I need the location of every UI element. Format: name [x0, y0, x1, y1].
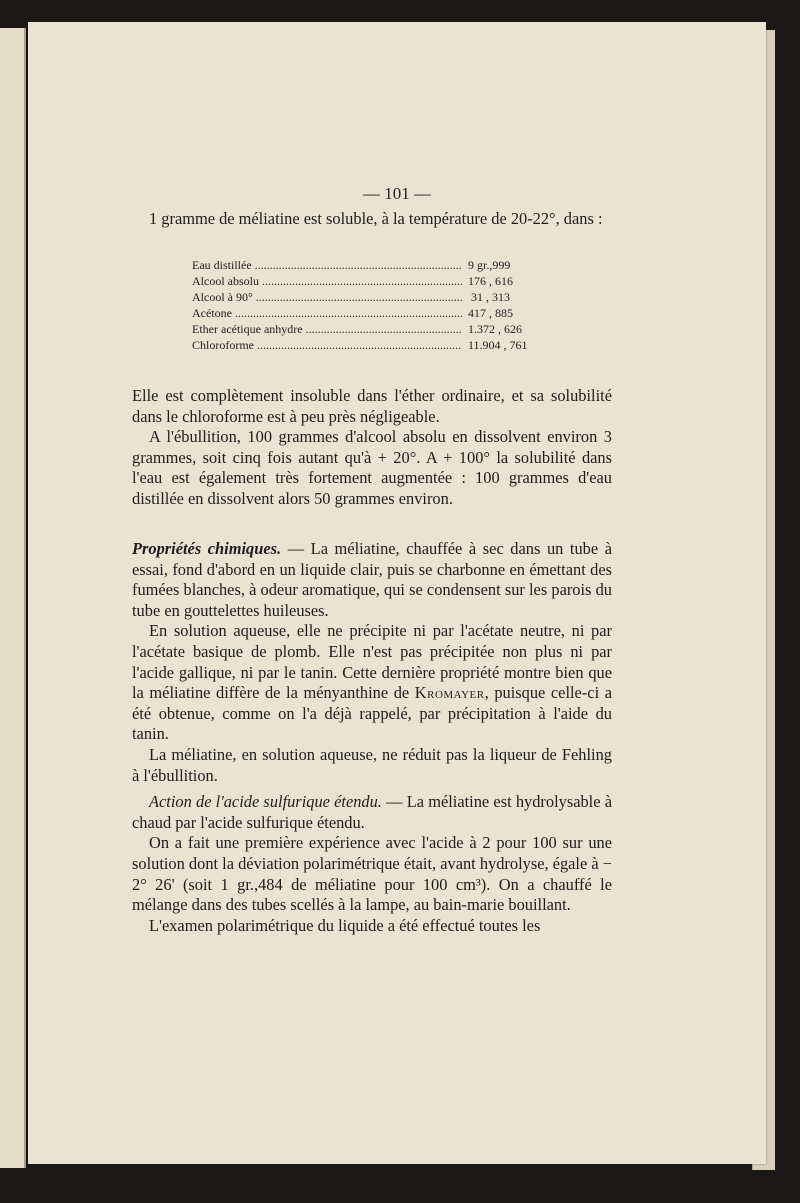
solubility-notes: [132, 386, 612, 510]
table-row: [192, 274, 562, 290]
solvent-name: Acétone .....: [192, 306, 462, 322]
table-row: [192, 306, 562, 322]
paragraph-text: — La méliatine, chauffée à sec dans un tube à essai, fond d'abord en un liquide clair, puis se charbonne en émettant des fumées blanches, à odeur aromatique, qui se condensent sur les parois du tube en gouttelettes huileuses.: [132, 539, 613, 620]
author-name: Kromayer: [414, 683, 485, 703]
chemical-properties-section: [132, 539, 612, 936]
solubility-value: 31 , 313: [468, 289, 510, 304]
paragraph-text: En solution aqueuse, elle ne précipite ni par l'acétate neutre, ni par l'acétate basique de plomb. Elle n'est pas précipitée non plus ni par l'acide gallique, ni par le tanin. Cette dernière propriété montre bien que la méliatine diffère de la ményanthine de: [132, 621, 612, 703]
paragraph: La méliatine, en solution aqueuse, ne réduit pas la liqueur de Fehling à l'ébullition.: [132, 744, 612, 785]
solvent-name: Alcool absolu .....: [192, 274, 462, 290]
paragraph: Elle est complètement insoluble dans l'éther ordinaire, et sa solubilité dans le chloroforme est à peu près négligeable.: [132, 386, 612, 426]
solvent-name: Chloroforme .....: [192, 338, 462, 354]
paragraph: [132, 792, 612, 833]
intro-paragraph: 1 gramme de méliatine est soluble, à la température de 20-22°, dans :: [149, 209, 603, 228]
facing-page-edge: [0, 28, 26, 1168]
table-row: [192, 322, 562, 338]
section-heading: Action de l'acide sulfurique étendu.: [149, 792, 382, 812]
paragraph: On a fait une première expérience avec l'acide à 2 pour 100 sur une solution dont la déviation polarimétrique était, avant hydrolyse, égale à − 2° 26' (soit 1 gr.,484 de méliatine pour 100 cm³). On a chauffé le mélange dans des tubes scellés à la lampe, au bain-marie bouillant.: [132, 833, 612, 915]
book-page: [28, 22, 766, 1164]
table-row: [192, 290, 562, 306]
paragraph-text: — La méliatine est hydrolysable à chaud par l'acide sulfurique étendu.: [132, 792, 612, 832]
solvent-name: Ether acétique anhydre .....: [192, 322, 462, 338]
paragraph: [132, 539, 612, 621]
solubility-value: 11.904 , 761: [468, 337, 528, 352]
paragraph-text: , puisque celle-ci a été obtenue, comme on l'a déjà rappelé, par précipitation à l'aide du tanin.: [132, 683, 612, 744]
paragraph: L'examen polarimétrique du liquide a été effectué toutes les: [149, 915, 541, 935]
page-number: — 101 —: [363, 184, 431, 203]
solvent-name: Eau distillée .....: [192, 258, 462, 274]
table-row: [192, 258, 562, 274]
solubility-value: 1.372 , 626: [468, 321, 522, 336]
solubility-value: 176 , 616: [468, 273, 513, 288]
solubility-table: [192, 258, 562, 353]
solubility-value: 417 , 885: [468, 305, 513, 320]
intro-block: [132, 209, 612, 230]
section-heading: Propriétés chimiques.: [132, 539, 282, 558]
solvent-name: Alcool à 90° .....: [192, 290, 462, 306]
table-row: [192, 338, 562, 354]
paragraph: A l'ébullition, 100 grammes d'alcool absolu en dissolvent environ 3 grammes, soit cinq fois autant qu'à + 20°. A + 100° la solubilité dans l'eau est également très fortement augmentée : 100 grammes d'eau distillée en dissolvent alors 50 grammes environ.: [132, 427, 612, 508]
paragraph: [132, 621, 612, 745]
solubility-value: 9 gr.,999: [468, 258, 511, 272]
